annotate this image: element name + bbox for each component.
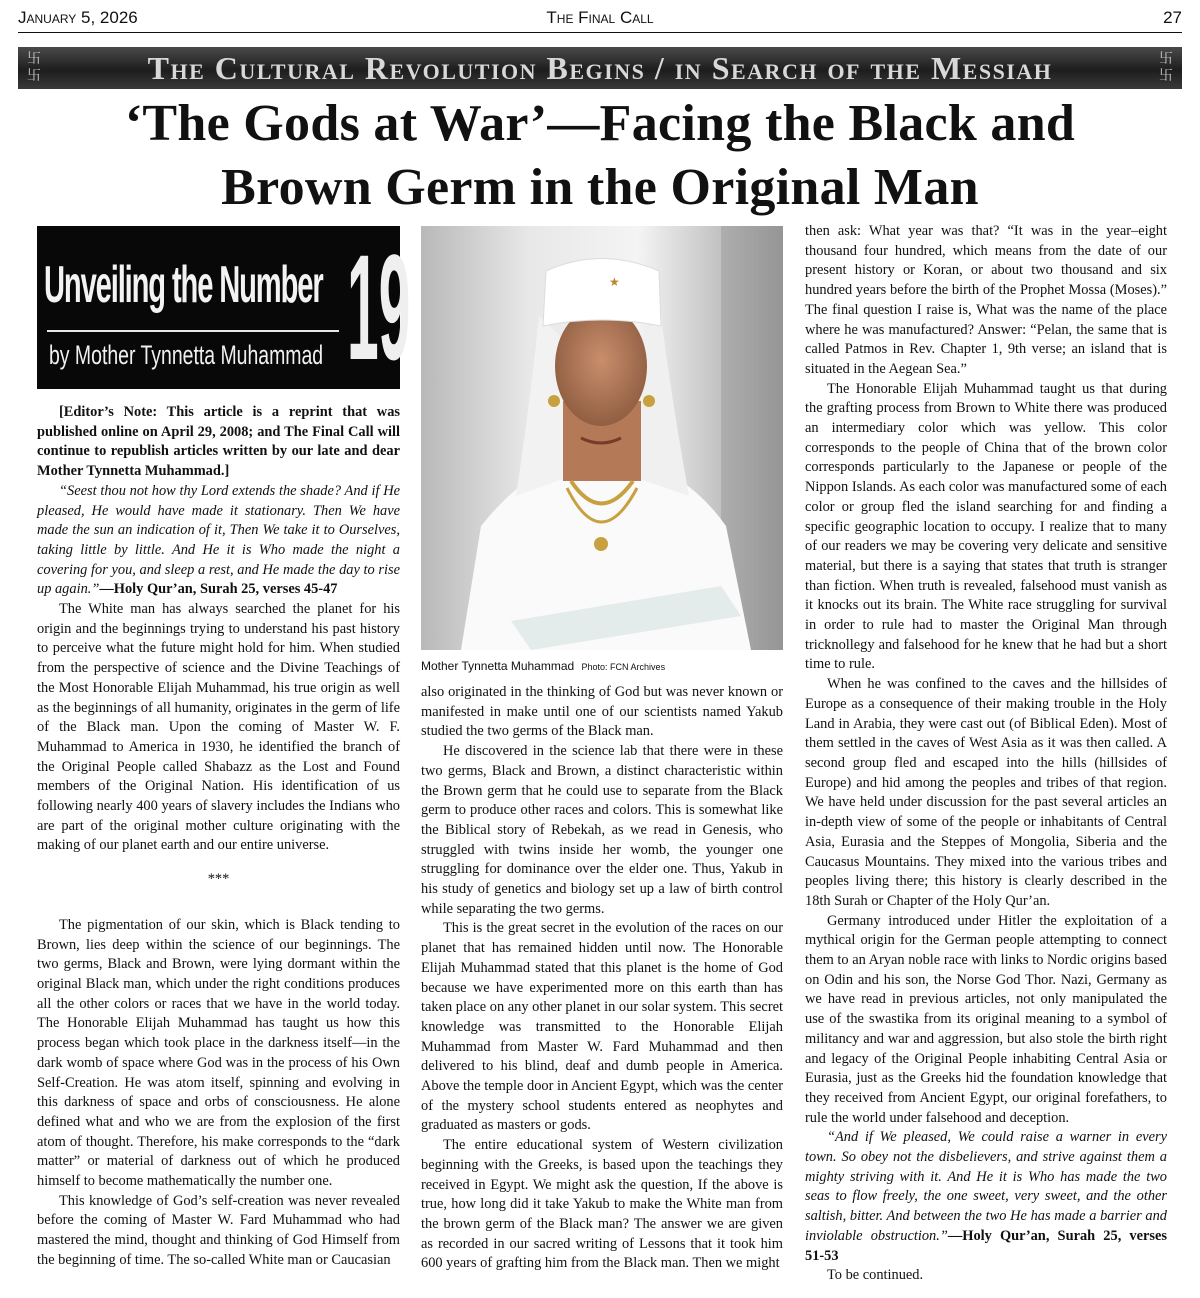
article-column-3 — [805, 222, 1167, 1287]
body-paragraph: The White man has always searched the planet for his origin and the beginnings trying to understand his past history to perceive what the future might hold for him. When studied from the perspective of science and the Divine Teachings of the Most Honorable Elijah Muhammad, his true origin as well as the beginnings of all humanity, originates in the germ of life of the Black man. Upon the coming of Master W. F. Muhammad to America in 1930, he identified the branch of the Original People called Shabazz as the Lost and Found members of the Original Nation. His identification of us following nearly 400 years of slavery includes the Indians who are part of the original mother culture originating with the making of our planet earth and our entire universe. — [37, 601, 400, 854]
column-logo-title: Unveiling the Number — [44, 256, 323, 314]
body-paragraph: then ask: What year was that? “It was in the year–eight thousand four hundred, which means from the date of our present history or Koran, or about two thousand and six hundred years before the birth of the Prophet Mossa (Moses).” The final question I raise is, What was the name of the place where he was manufactured? Answer: “Pelan, the same that is called Patmos in Rev. Chapter 1, 9th verse; an island that is situated in the Aegean Sea.” — [805, 223, 1167, 377]
section-banner — [18, 47, 1182, 89]
article-column-1 — [37, 403, 400, 1283]
column-logo — [37, 223, 411, 391]
body-paragraph: The pigmentation of our skin, which is Black tending to Brown, lies deep within the science of our beginnings. The two germs, Black and Brown, were lying dormant within the original Black man, which under the right conditions produces all the other colors or races that we have in the world today. The Honorable Elijah Muhammad has taught us how this process began which took place in the darkness itself—in the dark womb of space where God was in the process of his Own Self-Creation. He was atom itself, spinning and evolving in this darkness of space and orbs of consciousness. He alone defined what and who we are from the explosion of the first atom of thought. Therefore, his make corresponds to the “dark matter” or material of darkness out of which he produced himself to become mathematically the number one. — [37, 916, 400, 1190]
publication-name: The Final Call — [546, 8, 654, 27]
article-headline — [20, 92, 1180, 220]
swastika-ornament-icon: 卐 卐 — [27, 51, 41, 84]
closing-quote: “And if We pleased, We could raise a warner in every town. So obey not the disbelievers, and strive against them a mighty striving with it. And He it is Who has made the two seas to flow freely, the one sweet, very sweet, and the other saltish, bitter. And between the two He has made a barrier and inviolable obstruction.”—Holy Qur’an, Surah 25, verses 51-53 — [805, 1129, 1167, 1264]
portrait-illustration — [421, 226, 783, 650]
body-paragraph: This is the great secret in the evolution of the races on our planet that has remained hidden until now. The Honorable Elijah Muhammad stated that this planet is the home of God because we have experimented more on this earth than has taken place on any other planet in our solar system. This secret knowledge was transmitted to the Honorable Elijah Muhammad from Master W. Fard Muhammad and then delivered to his blind, deaf and dumb people in America. Above the temple door in Ancient Egypt, which was the center of the mystery school students entered as neophytes and graduated as masters or gods. — [421, 920, 783, 1134]
body-paragraph: The Honorable Elijah Muhammad taught us that during the grafting process from Brown to White there was produced an intermediary color which was yellow. This color corresponds to the people of China that of the brown color corresponds particularly to the Japanese or people of the Nippon Islands. As each color was manufactured some of each color or group fled the island searching for and finding a specific geographic location to occupy. I realize that to many of our readers we may be covering very delicate and sensitive material, but there is a saying that states that truth is stranger than fiction. When truth is revealed, falsehood must vanish as it knocks out its brain. The White race struggling for survival in order to rule had to master the Original Man through tricknollegy and falsehood for he knew that he had but a short time to rule. — [805, 380, 1167, 673]
column-byline: by Mother Tynnetta Muhammad — [49, 340, 324, 370]
column-logo-number: 19 — [347, 223, 411, 391]
headline-line-2: Brown Germ in the Original Man — [221, 159, 979, 216]
body-paragraph: When he was confined to the caves and the hillsides of Europe as a consequence of their making trouble in the Holy Land in Arabia, they were cast out (of Biblical Eden). Most of them settled in the caves of West Asia as it was then called. A second group fled and escaped into the hills (hillsides of Europe) and hid among the peoples and tribes of that region. We have held under discussion for the past several articles an in-depth view of some of the people or inhabitants of Central Asia, Eurasia and the Steppes of Mongolia, Siberia and the Caucasus Mountains. They mixed into the various tribes and peoples living there; this history is clearly described in the 18th Surah or Chapter of the Holy Qur’an. — [805, 676, 1167, 909]
caption-text: Mother Tynnetta Muhammad — [421, 659, 575, 673]
body-paragraph: The entire educational system of Western civilization beginning with the Greeks, is based upon the teachings they received in Egypt. We might ask the question, If the above is true, how long did it take Yakub to make the White man from the brown germ of the Black man? The answer we are given as recorded in our sacred writing of Lessons that it took him 600 years of grafting him from the Black man. Then we might — [421, 1137, 783, 1272]
portrait-photo — [421, 226, 783, 650]
section-separator: *** — [207, 871, 230, 888]
page-number: 27 — [1163, 8, 1182, 27]
svg-text:★: ★ — [609, 275, 620, 289]
article-column-2 — [421, 683, 783, 1283]
column-logo-rule — [47, 330, 339, 332]
folio-rule — [18, 32, 1182, 33]
photo-credit: Photo: FCN Archives — [581, 662, 666, 672]
issue-date: January 5, 2026 — [18, 8, 138, 27]
opening-quote: “Seest thou not how thy Lord extends the shade? And if He pleased, He would have made it stationary. Then We have made the sun an indication of it, Then We take it to Ourselves, taking little by little. And He it is Who made the night a covering for you, and sleep a rest, and He made the day to rise up again.”—Holy Qur’an, Surah 25, verses 45-47 — [37, 482, 400, 598]
body-paragraph: He discovered in the science lab that there were in these two germs, Black and Brown, a distinct characteristic within the Brown germ that he could use to separate from the Black germ to produce other races and colors. This is somewhat like the Biblical story of Rebekah, as we read in Genesis, who struggled with twins inside her womb, the younger one struggling for dominance over the elder one. Thus, Yakub in his study of genetics and biology set up a law of birth control while separating the two germs. — [421, 743, 783, 917]
swastika-ornament-icon: 卐 卐 — [1159, 51, 1173, 84]
page-folio — [18, 8, 1182, 30]
headline-line-1: ‘The Gods at War’—Facing the Black and — [124, 95, 1076, 152]
body-paragraph: Germany introduced under Hitler the exploitation of a mythical origin for the German people attempting to connect them to an Aryan noble race with links to Nordic origins based on Odin and his son, the Norse God Thor. Nazi, Germany as we have read in previous articles, not only manipulated the use of the swastika from its original meaning to a symbol of militancy and war and aggression, but also stole the birth right and legacy of the Original People inhabiting Central Asia or Eurasia, just as the Greeks hid the foundation knowledge that they received from Ancient Egypt, our original forefathers, to rule the world under falsehood and deception. — [805, 912, 1167, 1126]
body-paragraph: also originated in the thinking of God but was never known or manifested in make until one of our scientists named Yakub studied the two germs of the Black man. — [421, 684, 783, 740]
editors-note: [Editor’s Note: This article is a reprint that was published online on April 29, 2008; and The Final Call will continue to republish articles written by our late and dear Mother Tynnetta Muhammad.] — [37, 404, 400, 480]
photo-caption — [421, 659, 783, 673]
continuation-note: To be continued. — [827, 1267, 924, 1284]
body-paragraph: This knowledge of God’s self-creation was never revealed before the coming of Master W. Fard Muhammad who had mastered the mind, thought and thinking of God Himself from the beginning of time. The so-called White man or Caucasian — [37, 1192, 400, 1268]
section-kicker: The Cultural Revolution Begins / in Search of the Messiah — [147, 50, 1053, 86]
